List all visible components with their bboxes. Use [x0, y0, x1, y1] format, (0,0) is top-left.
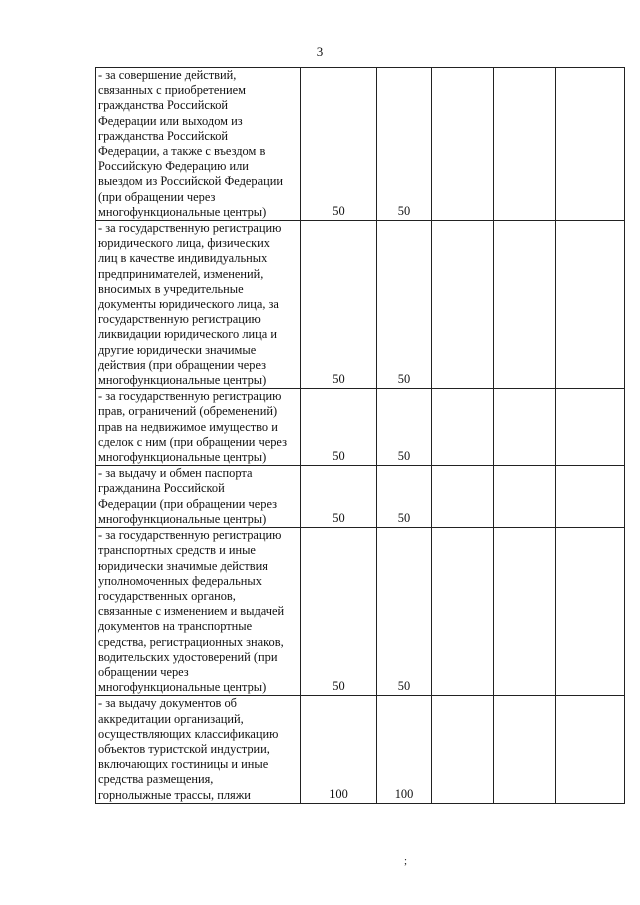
- table-row: [96, 389, 625, 466]
- fee-value-1: 50: [332, 449, 345, 464]
- fee-value-1-cell: [301, 68, 377, 221]
- empty-cell-5: [556, 696, 625, 803]
- fee-value-1: 50: [332, 510, 345, 525]
- fee-value-1-cell: [301, 466, 377, 528]
- fee-value-2: 50: [397, 372, 411, 387]
- empty-cell-3: [432, 696, 494, 803]
- fee-value-2-cell: [377, 221, 432, 389]
- empty-cell-5: [556, 221, 625, 389]
- fee-value-2: 50: [397, 679, 411, 694]
- fee-description: - за совершение действий, связанных с приобретением гражданства Российской Федерации или выходом из гражданства Российской Федерации, а также с въездом в Российскую Федерацию или выездом из Российской Федерации (при обращении через многофункциональные центры): [96, 68, 301, 221]
- fees-table: [95, 67, 625, 804]
- page-number: 3: [316, 44, 324, 59]
- empty-cell-4: [494, 68, 556, 221]
- fee-value-1: 100: [329, 786, 348, 801]
- empty-cell-5: [556, 466, 625, 528]
- fee-value-2-cell: [377, 389, 432, 466]
- fee-value-1: 50: [332, 679, 345, 694]
- empty-cell-5: [556, 389, 625, 466]
- fee-value-2-cell: [377, 528, 432, 696]
- empty-cell-4: [494, 221, 556, 389]
- fee-value-2-cell: [377, 466, 432, 528]
- table-row: [96, 466, 625, 528]
- table-row: [96, 68, 625, 221]
- empty-cell-4: [494, 389, 556, 466]
- fee-value-1: 50: [332, 203, 345, 218]
- fee-description: - за государственную регистрацию транспортных средств и иные юридически значимые действия уполномоченных федеральных государственных органов, связанные с изменением и выдачей документов на транспортные средства, регистрационных знаков, водительских удостоверений (при обращении через многофункциональные центры): [96, 528, 301, 696]
- fee-description: - за государственную регистрацию прав, ограничений (обременений) прав на недвижимое имущество и сделок с ним (при обращении через многофункциональные центры): [96, 389, 301, 466]
- fees-table-body: [96, 68, 625, 804]
- empty-cell-5: [556, 528, 625, 696]
- table-row: [96, 221, 625, 389]
- empty-cell-4: [494, 696, 556, 803]
- fee-description: - за выдачу документов об аккредитации организаций, осуществляющих классификацию объектов туристской индустрии, включающих гостиницы и иные средства размещения, горнолыжные трассы, пляжи: [96, 696, 301, 803]
- empty-cell-3: [432, 466, 494, 528]
- empty-cell-3: [432, 389, 494, 466]
- fee-value-1-cell: [301, 389, 377, 466]
- footer-mark: ;: [404, 855, 408, 867]
- fee-value-1-cell: [301, 221, 377, 389]
- table-row: [96, 696, 625, 803]
- fee-description: - за выдачу и обмен паспорта гражданина Российской Федерации (при обращении через многофункциональные центры): [96, 466, 301, 528]
- fee-value-2: 50: [397, 449, 411, 464]
- fee-value-2: 50: [397, 510, 411, 525]
- empty-cell-4: [494, 466, 556, 528]
- table-row: [96, 528, 625, 696]
- fee-value-1-cell: [301, 696, 377, 803]
- empty-cell-4: [494, 528, 556, 696]
- fee-value-1-cell: [301, 528, 377, 696]
- fee-value-2-cell: [377, 68, 432, 221]
- fee-value-2: 50: [397, 203, 411, 218]
- empty-cell-3: [432, 528, 494, 696]
- fee-value-1: 50: [332, 372, 345, 387]
- empty-cell-3: [432, 221, 494, 389]
- fee-description: - за государственную регистрацию юридического лица, физических лиц в качестве индивидуальных предпринимателей, изменений, вносимых в учредительные документы юридического лица, за государственную регистрацию ликвидации юридического лица и другие юридически значимые действия (при обращении через многофункциональные центры): [96, 221, 301, 389]
- empty-cell-5: [556, 68, 625, 221]
- fee-value-2-cell: [377, 696, 432, 803]
- fee-value-2: 100: [394, 786, 414, 801]
- empty-cell-3: [432, 68, 494, 221]
